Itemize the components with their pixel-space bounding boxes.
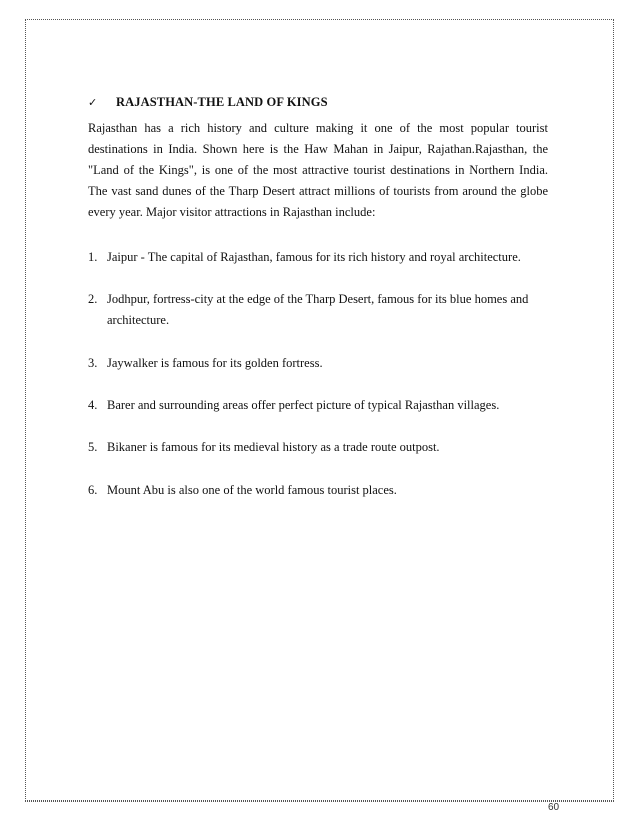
footer-divider	[25, 801, 614, 802]
intro-line: Rajasthan has a rich history and culture making it one of the most popular tourist	[88, 121, 548, 135]
section-heading	[88, 95, 328, 110]
list-item-number: 5.	[88, 440, 98, 454]
list-item-number: 1.	[88, 250, 98, 264]
intro-line: "Land of the Kings", is one of the most attractive tourist destinations in Northern India.	[88, 163, 548, 177]
page-number: 60	[548, 802, 560, 813]
list-item-text: Jodhpur, fortress-city at the edge of the Tharp Desert, famous for its blue homes and	[107, 292, 529, 306]
list-item	[88, 247, 558, 268]
list-item-text: architecture.	[107, 313, 170, 327]
list-item	[88, 395, 558, 416]
list-item-number: 6.	[88, 483, 98, 497]
check-icon: ✓	[88, 97, 98, 109]
list-item	[88, 437, 558, 458]
list-item-number: 3.	[88, 356, 98, 370]
section-title: RAJASTHAN-THE LAND OF KINGS	[116, 95, 328, 109]
list-item-text: Mount Abu is also one of the world famous tourist places.	[107, 483, 397, 497]
intro-line: every year. Major visitor attractions in Rajasthan include:	[88, 205, 376, 219]
intro-line: destinations in India. Shown here is the Haw Mahan in Jaipur, Rajathan.Rajasthan, the	[88, 142, 548, 156]
list-item-number: 2.	[88, 292, 98, 306]
list-item	[88, 353, 558, 374]
intro-paragraph	[88, 118, 548, 223]
list-item-text: Jaipur - The capital of Rajasthan, famous for its rich history and royal architecture.	[107, 250, 521, 264]
list-item-text: Jaywalker is famous for its golden fortress.	[107, 356, 323, 370]
list-item	[88, 480, 558, 501]
list-item-number: 4.	[88, 398, 98, 412]
list-item-text: Barer and surrounding areas offer perfect picture of typical Rajasthan villages.	[107, 398, 500, 412]
list-item	[88, 289, 558, 331]
intro-line: The vast sand dunes of the Tharp Desert attract millions of tourists from around the globe	[88, 184, 548, 198]
list-item-text: Bikaner is famous for its medieval history as a trade route outpost.	[107, 440, 440, 454]
